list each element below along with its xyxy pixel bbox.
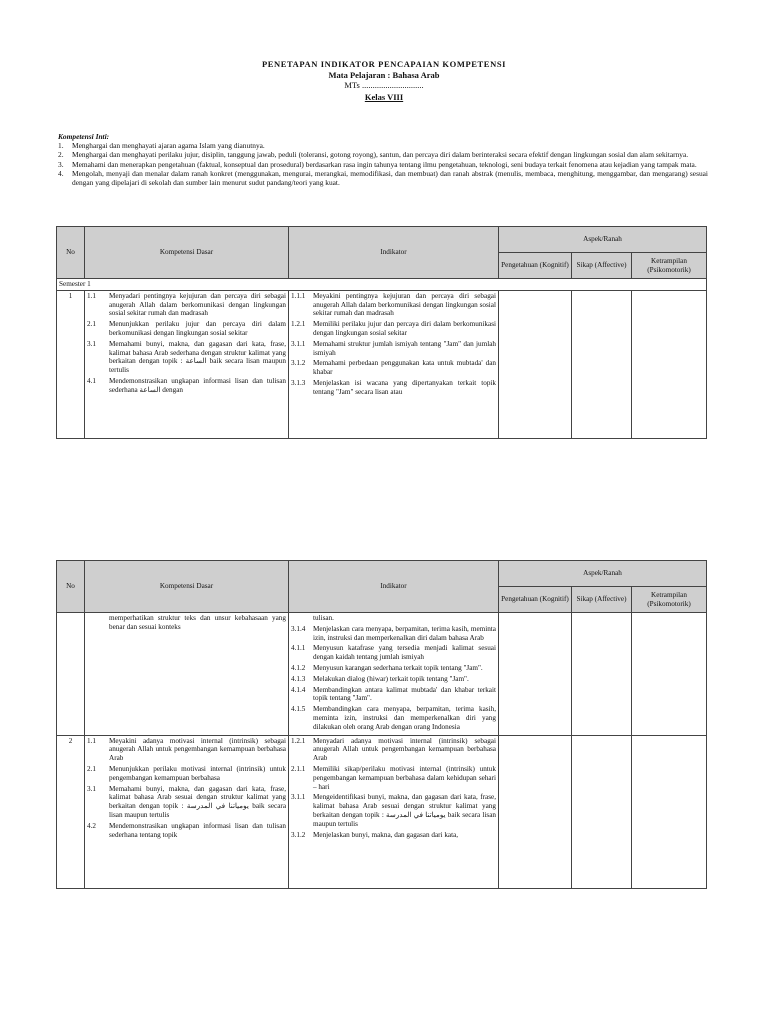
indicator-code: 4.1.4 — [291, 685, 306, 694]
indicator-item — [291, 675, 496, 684]
kd-item — [87, 292, 286, 318]
kd-text: Mendemonstrasikan ungkapan informasi lisan dan tulisan sederhana tentang topik — [109, 821, 286, 839]
kd-text: Menyadari pentingnya kejujuran dan percaya diri sebagai anugerah Allah dalam berkomunikasi dengan lingkungan sosial sekitar rumah dan madrasah — [109, 291, 286, 318]
kd-code: 3.1 — [87, 784, 96, 793]
indicator-code: 4.1.1 — [291, 644, 306, 653]
indicator-cell — [289, 613, 499, 736]
indicator-text: Memiliki perilaku jujur dan percaya diri dalam berkomunikasi dengan lingkungan sosial sekitar — [313, 320, 496, 337]
indicator-code: 3.1.3 — [291, 378, 306, 387]
kd-item — [87, 785, 286, 820]
indicator-text: Menyusun katafrase yang tersedia menjadi kalimat sesuai dengan kaidah tentang jumlah ismiyah — [313, 644, 496, 662]
kd-code: 4.2 — [87, 821, 96, 830]
kd-code: 2.1 — [87, 764, 96, 773]
kd-cell — [85, 735, 289, 888]
kd-text: Menunjukkan perilaku motivasi internal (intrinsik) untuk pengembangan kemampuan berbahasa — [109, 764, 286, 782]
header-ketrampilan: Ketrampilan (Psikomotorik) — [632, 253, 707, 279]
indicator-cell — [289, 735, 499, 888]
kd-text: Menunjukkan perilaku jujur dan percaya diri dalam berkomunikasi dengan lingkungan sosial sekitar — [109, 320, 286, 337]
indicator-item — [291, 793, 496, 828]
header-indikator: Indikator — [289, 561, 499, 613]
indicator-item — [291, 644, 496, 662]
indicator-item — [291, 737, 496, 763]
ki-text: Mengolah, menyaji dan menalar dalam ranah konkret (menggunakan, mengurai, merangkai, memodifikasi, dan membuat) dan ranah abstrak (menulis, membaca, menghitung, menggambar, dan mengarang) sesuai dengan yang dipelajari di sekolah dan sumber lain menurut sudut pandang/teori yang kuat. — [72, 168, 708, 188]
header-kompetensi-dasar: Kompetensi Dasar — [85, 561, 289, 613]
pengetahuan-cell — [499, 735, 572, 888]
ketrampilan-cell — [632, 290, 707, 438]
indicator-continuation — [291, 614, 496, 623]
sikap-cell — [572, 613, 632, 736]
indicator-text: tulisan. — [313, 614, 334, 622]
header-no: No — [57, 561, 85, 613]
kd-cell — [85, 290, 289, 438]
indicator-code: 1.2.1 — [291, 736, 306, 745]
indicator-text: Meyakini pentingnya kejujuran dan percaya diri sebagai anugerah Allah dalam berkomunikasi dengan lingkungan sosial sekitar rumah dan madrasah — [313, 291, 496, 318]
kd-text: Mendemonstrasikan ungkapan informasi lisan dan tulisan sederhana الساعة dengan — [109, 376, 286, 394]
document-title: PENETAPAN INDIKATOR PENCAPAIAN KOMPETENSI — [261, 59, 507, 69]
header-aspek: Aspek/Ranah — [499, 227, 707, 253]
pengetahuan-cell — [499, 290, 572, 438]
indicator-item — [291, 705, 496, 731]
row-number: 1 — [57, 290, 85, 438]
indicator-code: 4.1.3 — [291, 674, 306, 683]
indicator-table-1 — [56, 226, 707, 439]
ki-number: 3. — [58, 159, 64, 169]
indicator-table-2 — [56, 560, 707, 889]
indicator-item — [291, 320, 496, 338]
kd-item — [87, 765, 286, 783]
ki-text: Menghargai dan menghayati ajaran agama Islam yang dianutnya. — [72, 141, 265, 151]
indicator-item — [291, 831, 496, 840]
indicator-code: 4.1.2 — [291, 663, 306, 672]
indicator-code: 1.1.1 — [291, 291, 306, 300]
indicator-code: 3.1.2 — [291, 830, 306, 839]
indicator-text: Melakukan dialog (hiwar) terkait topik tentang "Jam". — [313, 674, 469, 683]
indicator-text: Memahami perbedaan penggunakan kata untuk mubtada' dan khabar — [313, 359, 496, 377]
header-sikap: Sikap (Affective) — [572, 587, 632, 613]
indicator-text: Memahami struktur jumlah ismiyah tentang "Jam" dan jumlah ismiyah — [313, 339, 496, 357]
kd-item — [87, 822, 286, 840]
kd-text: Memahami bunyi, makna, dan gagasan dari kata, frase, kalimat bahasa Arab sesuai dengan struktur kalimat yang berkaitan dengan topik : يومياتنا في المدرسة baik secara lisan maupun tertulis — [109, 784, 286, 819]
kompetensi-inti — [58, 132, 708, 187]
indicator-item — [291, 625, 496, 643]
indicator-text: Menjelaskan bunyi, makna, dan gagasan dari kata, — [313, 830, 459, 839]
kd-text: Memahami bunyi, makna, dan gagasan dari kata, frase, kalimat bahasa Arab sederhana dengan struktur kalimat yang berkaitan dengan topik : الساعة baik secara lisan maupun tertulis — [109, 339, 286, 375]
indicator-code: 3.1.1 — [291, 339, 306, 348]
ki-item — [58, 150, 708, 159]
header-ketrampilan: Ketrampilan (Psikomotorik) — [632, 587, 707, 613]
indicator-text: Menjelaskan cara menyapa, berpamitan, terima kasih, meminta izin, instruksi dan memperkenalkan diri dalam bahasa Arab — [313, 624, 496, 642]
ketrampilan-cell — [632, 613, 707, 736]
ki-text: Menghargai dan menghayati perilaku jujur, disiplin, tanggung jawab, peduli (toleransi, gotong royong), santun, dan percaya diri dalam berinteraksi secara efektif dengan lingkungan sosial dan alam sekitarnya. — [72, 150, 689, 160]
kd-item — [87, 320, 286, 338]
grade-line: Kelas VIII — [364, 92, 404, 102]
indicator-item — [291, 686, 496, 704]
indicator-item — [291, 664, 496, 673]
school-line: MTs ............................. — [344, 80, 424, 90]
indicator-text: Menyadari adanya motivasi internal (intrinsik) sebagai anugerah Allah untuk pengembangan kemampuan berbahasa Arab — [313, 736, 496, 763]
kd-continuation — [87, 614, 286, 632]
kd-code: 2.1 — [87, 320, 96, 329]
ki-item — [58, 160, 708, 169]
header-sikap: Sikap (Affective) — [572, 253, 632, 279]
header-indikator: Indikator — [289, 227, 499, 279]
kd-code: 4.1 — [87, 376, 96, 385]
indicator-text: Membandingkan antara kalimat mubtada' dan khabar terkait topik tentang "Jam". — [313, 685, 496, 703]
header-no: No — [57, 227, 85, 279]
indicator-item — [291, 359, 496, 377]
kd-item — [87, 737, 286, 763]
ki-text: Memahami dan menerapkan pengetahuan (faktual, konseptual dan prosedural) berdasarkan rasa ingin tahunya tentang ilmu pengetahuan, teknologi, seni budaya terkait fenomena atau kejadian yang tampak mata. — [72, 159, 697, 169]
indicator-text: Mengeidentifikasi bunyi, makna, dan gagasan dari kata, frase, kalimat bahasa Arab sesuai dengan struktur kalimat yang berkaitan dengan topik : يومياتنا في المدرسة baik secara lisan maupun tertulis — [313, 793, 496, 828]
kd-code: 3.1 — [87, 339, 96, 348]
indicator-code: 1.2.1 — [291, 320, 306, 329]
pengetahuan-cell — [499, 613, 572, 736]
ki-item — [58, 169, 708, 187]
ki-item — [58, 141, 708, 150]
ketrampilan-cell — [632, 735, 707, 888]
ki-title: Kompetensi Inti: — [58, 132, 110, 141]
row-number: 2 — [57, 735, 85, 888]
row-number — [57, 613, 85, 736]
header-pengetahuan: Pengetahuan (Kognitif) — [499, 587, 572, 613]
kd-code: 1.1 — [87, 291, 96, 300]
indicator-cell — [289, 290, 499, 438]
kd-text: Meyakini adanya motivasi internal (intrinsik) sebagai anugerah Allah untuk pengembangan kemampuan berbahasa Arab — [109, 736, 286, 763]
indicator-text: Membandingkan cara menyapa, berpamitan, terima kasih, meminta izin, instruksi dan memperkenalkan diri yang dilakukan oleh orang Arab dengan orang Indonesia — [313, 705, 496, 731]
indicator-item — [291, 292, 496, 318]
sikap-cell — [572, 290, 632, 438]
indicator-code: 3.1.4 — [291, 624, 306, 633]
header-kompetensi-dasar: Kompetensi Dasar — [85, 227, 289, 279]
indicator-code: 4.1.5 — [291, 705, 306, 714]
kd-code: 1.1 — [87, 736, 96, 745]
indicator-item — [291, 379, 496, 397]
kd-item — [87, 340, 286, 375]
indicator-code: 3.1.1 — [291, 793, 306, 802]
kd-item — [87, 377, 286, 395]
header-aspek: Aspek/Ranah — [499, 561, 707, 587]
indicator-code: 3.1.2 — [291, 359, 306, 368]
kd-text: memperhatikan struktur teks dan unsur kebahasaan yang benar dan sesuai konteks — [109, 614, 286, 631]
semester-label: Semester 1 — [57, 279, 707, 291]
indicator-text: Memiliki sikap/perilaku motivasi internal (intrinsik) untuk pengembangan kemampuan berbahasa dalam kehidupan sehari – hari — [313, 764, 496, 791]
ki-number: 4. — [58, 168, 64, 178]
subject-line: Mata Pelajaran : Bahasa Arab — [328, 70, 440, 80]
indicator-text: Menyusun karangan sederhana terkait topik tentang "Jam". — [313, 663, 483, 672]
indicator-item — [291, 340, 496, 358]
sikap-cell — [572, 735, 632, 888]
kd-cell — [85, 613, 289, 736]
ki-number: 2. — [58, 150, 64, 160]
indicator-code: 2.1.1 — [291, 764, 306, 773]
indicator-text: Menjelaskan isi wacana yang dipertanyakan terkait topik tentang "Jam" secara lisan atau — [313, 378, 496, 396]
indicator-item — [291, 765, 496, 791]
ki-number: 1. — [58, 141, 64, 151]
header-pengetahuan: Pengetahuan (Kognitif) — [499, 253, 572, 279]
